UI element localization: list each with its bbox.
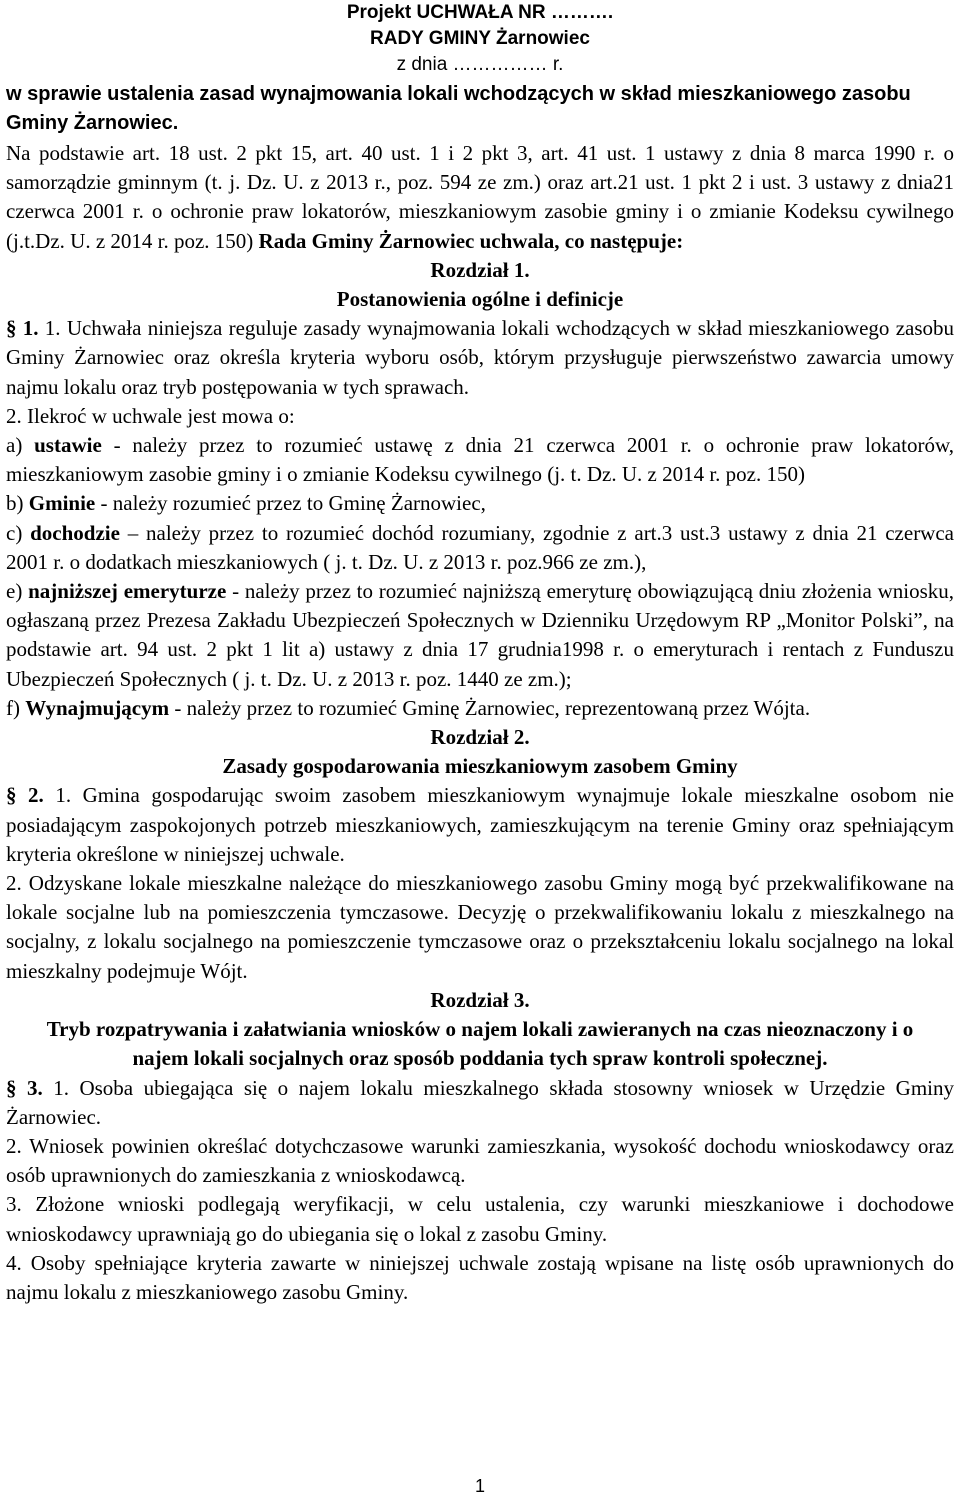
definition-e-text: - należy przez to rozumieć najniższą emeryturę obowiązującą dniu złożenia wniosku, ogłaszaną przez Prezesa Zakładu Ubezpieczeń Społecznych w Dzienniku Urzędowym RP „Monitor Polski”, na podstawie art. 94 ust. 2 pkt 1 lit a) ustawy z dnia 17 grudnia1998 r. o emeryturach i rentach z Funduszu Ubezpieczeń Społecznych ( j. t. Dz. U. z 2013 r. poz. 1440 ze zm.); (6, 579, 954, 691)
section-3-mark: § 3. (6, 1075, 43, 1100)
section-3-para-3: 3. Złożone wnioski podlegają weryfikacji, w celu ustalenia, czy warunki mieszkaniowe i dochodowe wnioskodawcy uprawniają go do ubiegania się o lokal z zasobu Gminy. (6, 1192, 954, 1246)
definition-a-term: ustawie (34, 433, 102, 458)
page-number: 1 (474, 1476, 485, 1496)
section-1-mark: § 1. (6, 316, 39, 341)
definition-b-term: Gminie (28, 491, 96, 516)
section-1-para-1-text: 1. Uchwała niniejsza reguluje zasady wynajmowania lokali wchodzących w skład mieszkaniowego zasobu Gminy Żarnowiec oraz określa kryteria wyboru osób, którym przysługuje pierwszeństwo zawarcia umowy najmu lokalu oraz tryb postępowania w tych sprawach. (6, 316, 955, 399)
definition-f-text: - należy przez to rozumieć Gminę Żarnowiec, reprezentowaną przez Wójta. (169, 695, 811, 720)
section-2-para-1-text: 1. Gmina gospodarując swoim zasobem mieszkaniowym wynajmuje lokale mieszkalne osobom nie posiadającym zaspokojonych potrzeb mieszkaniowych, zamieszkującym na terenie Gminy oraz spełniającym kryteria określone w niniejszej uchwale. (6, 783, 954, 866)
section-2-para-2: 2. Odzyskane lokale mieszkalne należące do mieszkaniowego zasobu Gminy mogą być przekwalifikowane na lokale socjalne lub na pomieszczenia tymczasowe. Decyzję o przekwalifikowaniu lokalu z mieszkalnego na socjalny, z lokalu socjalnego na pomieszczenie tymczasowe oraz o przekształceniu lokalu socjalnego na lokal mieszkalny podejmuje Wójt. (6, 871, 954, 983)
preamble-resolves: Rada Gminy Żarnowiec uchwala, co następuje: (258, 228, 684, 253)
definition-e (6, 577, 954, 694)
definition-e-term: najniższej emeryturze (28, 579, 227, 604)
definition-a-letter: a) (6, 433, 35, 458)
header-line-project: Projekt UCHWAŁA NR ………. (346, 2, 614, 23)
definition-c (6, 519, 954, 577)
resolution-title: w sprawie ustalenia zasad wynajmowania lokali wchodzących w skład mieszkaniowego zasobu Gminy Żarnowiec. (6, 83, 911, 134)
preamble (6, 139, 954, 256)
chapter-3-subtitle: Tryb rozpatrywania i załatwiania wniosków o najem lokali zawieranych na czas nieoznaczony i o najem lokali socjalnych oraz sposób poddania tych spraw kontroli społecznej. (46, 1017, 914, 1071)
chapter-2-title: Rozdział 2. (430, 725, 530, 750)
definition-c-text: – należy przez to rozumieć dochód rozumiany, zgodnie z art.3 ust.3 ustawy z dnia 21 czerwca 2001 r. o dodatkach mieszkaniowych ( j. t. Dz. U. z 2013 r. poz.966 ze zm.), (6, 520, 954, 574)
definition-c-term: dochodzie (30, 520, 120, 545)
definition-b-text: - należy rozumieć przez to Gminę Żarnowiec, (95, 491, 486, 516)
definition-c-letter: c) (6, 520, 31, 545)
chapter-1-subtitle: Postanowienia ogólne i definicje (336, 287, 624, 312)
section-1-para-1 (6, 314, 954, 402)
header-line-council: RADY GMINY Żarnowiec (370, 28, 590, 49)
section-3-para-4: 4. Osoby spełniające kryteria zawarte w niniejszej uchwale zostają wpisane na listę osób uprawnionych do najmu lokalu z mieszkaniowego zasobu Gminy. (6, 1250, 954, 1304)
definition-a-text: - należy przez to rozumieć ustawę z dnia 21 czerwca 2001 r. o ochronie praw lokatorów, mieszkaniowym zasobie gminy i o zmianie Kodeksu cywilnego (j. t. Dz. U. z 2014 r. poz. 150) (6, 433, 954, 487)
chapter-3-title: Rozdział 3. (430, 987, 530, 1012)
definition-f-term: Wynajmującym (25, 695, 170, 720)
section-2-mark: § 2. (6, 783, 44, 808)
definition-f-letter: f) (6, 695, 26, 720)
preamble-text: Na podstawie art. 18 ust. 2 pkt 15, art. 40 ust. 1 i 2 pkt 3, art. 41 ust. 1 ustawy z dnia 8 marca 1990 r. o samorządzie gminnym (t. j. Dz. U. z 2013 r., poz. 594 ze zm.) oraz art.21 ust. 1 pkt 2 i ust. 3 ustawy z dnia21 czerwca 2001 r. o ochronie praw lokatorów, mieszkaniowym zasobie gminy i o zmianie Kodeksu cywilnego (j.t.Dz. U. z 2014 r. poz. 150) (6, 141, 954, 253)
definition-b-letter: b) (6, 491, 29, 516)
definition-b (6, 489, 954, 518)
document-header (0, 0, 960, 78)
section-2-para-1 (6, 781, 954, 869)
definition-e-letter: e) (6, 579, 29, 604)
section-1-para-2: 2. Ilekroć w uchwale jest mowa o: (6, 403, 295, 428)
chapter-2-subtitle: Zasady gospodarowania mieszkaniowym zasobem Gminy (222, 754, 738, 779)
document-body (6, 139, 954, 1307)
section-3-para-1 (6, 1074, 954, 1132)
section-3-para-1-text: 1. Osoba ubiegająca się o najem lokalu mieszkalnego składa stosowny wniosek w Urzędzie Gminy Żarnowiec. (6, 1075, 955, 1129)
chapter-1-title: Rozdział 1. (430, 257, 530, 282)
definition-f (6, 694, 954, 723)
section-3-para-2: 2. Wniosek powinien określać dotychczasowe warunki zamieszkania, wysokość dochodu wnioskodawcy oraz osób uprawnionych do zamieszkania z wnioskodawcą. (6, 1133, 954, 1188)
definition-a (6, 431, 954, 489)
header-line-date: z dnia …………… r. (396, 54, 564, 75)
